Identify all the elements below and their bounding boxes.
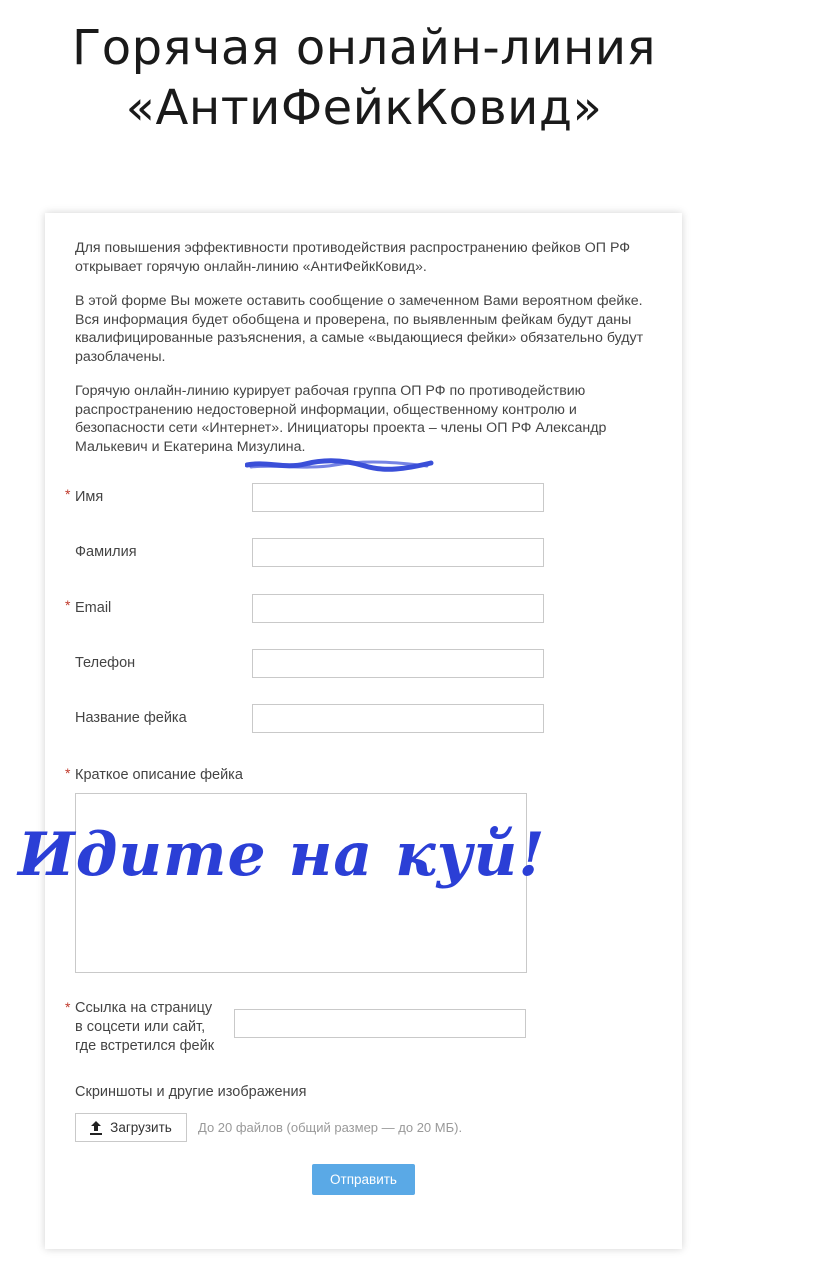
required-mark: * (65, 765, 71, 781)
required-mark: * (65, 597, 71, 613)
required-mark: * (65, 999, 71, 1015)
intro-paragraph-3: Горячую онлайн-линию курирует рабочая группа ОП РФ по противодействию распространению недостоверной информации, общественному контролю и безопасности сети «Интернет». Инициаторы проекта – члены ОП РФ Александр Малькевич и Екатерина Мизулина. (75, 383, 607, 455)
phone-input[interactable] (252, 649, 544, 678)
link-label-line-1: Ссылка на страницу (75, 1000, 213, 1016)
upload-button[interactable] (75, 1113, 187, 1142)
required-mark: * (65, 486, 71, 502)
link-label-line-3: где встретился фейк (75, 1038, 215, 1054)
screenshots-label: Скриншоты и другие изображения (75, 1084, 307, 1100)
name-label: Имя (75, 489, 104, 505)
headline-line-2: «АнтиФейкКовид» (125, 80, 603, 136)
scribble-mark (245, 458, 435, 472)
intro-text (75, 239, 667, 472)
link-input[interactable] (234, 1009, 526, 1038)
upload-icon (90, 1121, 102, 1135)
upload-hint: До 20 файлов (общий размер — до 20 МБ). (198, 1120, 463, 1135)
headline (0, 18, 728, 138)
fake-title-label: Название фейка (75, 710, 187, 726)
intro-paragraph-1: Для повышения эффективности противодействия распространению фейков ОП РФ открывает горячую онлайн-линию «АнтиФейкКовид». (75, 240, 631, 275)
intro-paragraph-2: В этой форме Вы можете оставить сообщение о замеченном Вами вероятном фейке. Вся информация будет обобщена и проверена, по выявленным фейкам будут даны квалифицированные разъяснения, а самые «выдающиеся фейки» обязательно будут разоблачены. (75, 293, 644, 365)
fake-description-label: Краткое описание фейка (75, 767, 243, 783)
email-label: Email (75, 600, 112, 616)
handwritten-overlay-text: Идите на куй! (18, 820, 546, 890)
link-label-line-2: в соцсети или сайт, (75, 1019, 206, 1035)
email-input[interactable] (252, 594, 544, 623)
name-input[interactable] (252, 483, 544, 512)
link-label (75, 999, 214, 1056)
submit-button[interactable]: Отправить (312, 1164, 415, 1195)
headline-line-1: Горячая онлайн-линия (72, 20, 656, 76)
surname-label: Фамилия (75, 544, 137, 560)
form-card (45, 213, 682, 1249)
upload-button-label: Загрузить (110, 1120, 172, 1135)
surname-input[interactable] (252, 538, 544, 567)
phone-label: Телефон (75, 655, 136, 671)
fake-title-input[interactable] (252, 704, 544, 733)
